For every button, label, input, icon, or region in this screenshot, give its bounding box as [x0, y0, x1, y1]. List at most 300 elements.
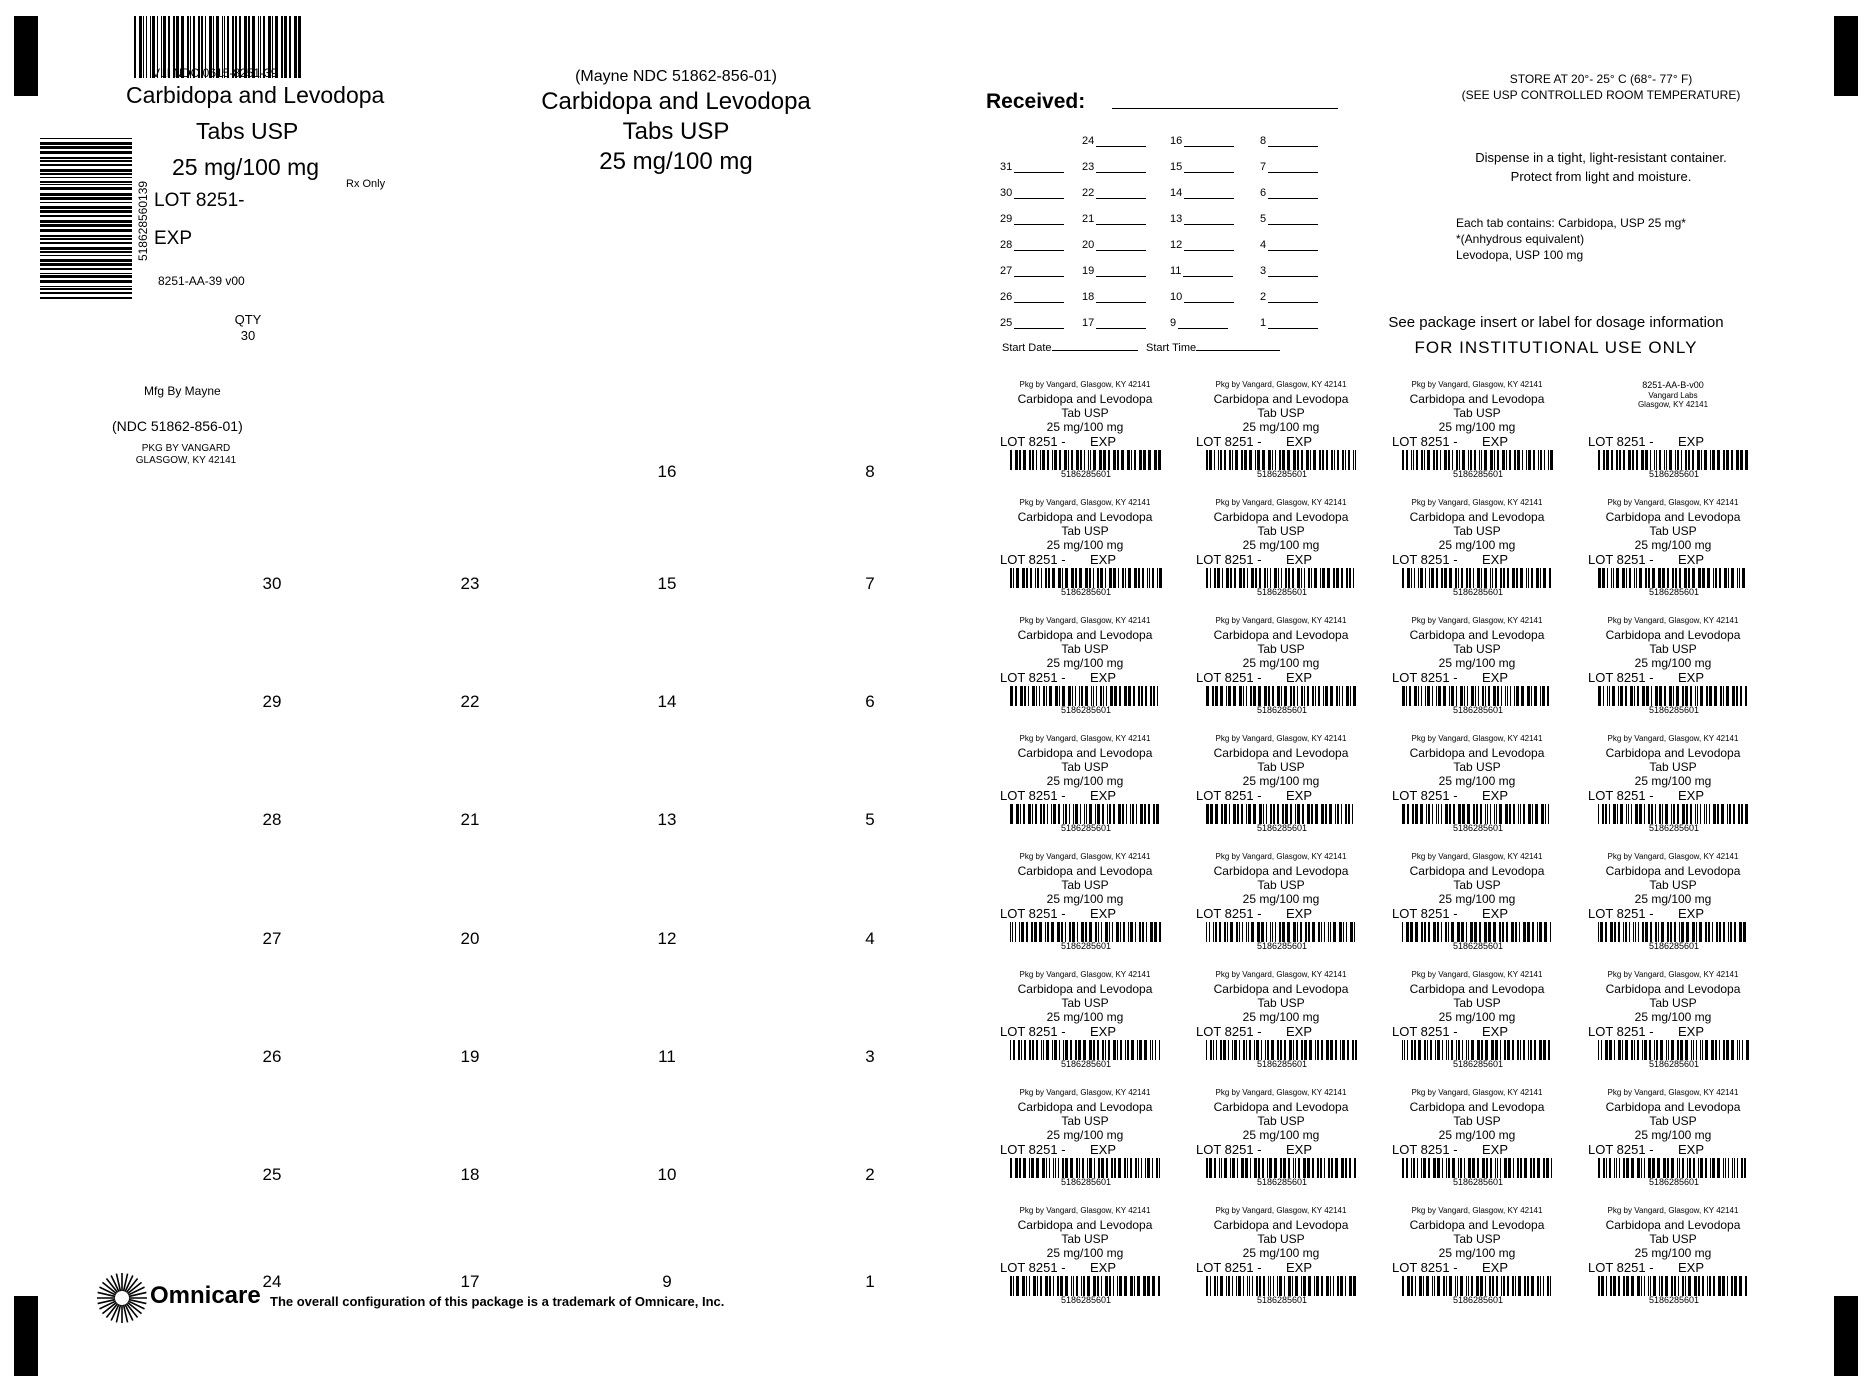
tracking-slot[interactable]: [1170, 316, 1228, 329]
tracking-slot-line[interactable]: [1014, 290, 1064, 303]
tracking-slot[interactable]: [1000, 212, 1064, 225]
tracking-slot[interactable]: [1260, 316, 1318, 329]
barcode-bar: [1032, 686, 1035, 706]
tracking-slot-line[interactable]: [1096, 290, 1146, 303]
barcode-bar: [1436, 450, 1438, 470]
tracking-slot-number: 27: [1000, 265, 1013, 277]
barcode-bar: [1490, 568, 1491, 588]
barcode-bar: [1407, 1040, 1408, 1060]
barcode-bar: [1206, 1040, 1207, 1060]
barcode-bar: [1010, 686, 1013, 706]
tracking-slot-line[interactable]: [1268, 186, 1318, 199]
barcode-bar: [1234, 1040, 1237, 1060]
tracking-slot-line[interactable]: [1096, 238, 1146, 251]
start-date-label: Start Date: [1002, 340, 1138, 354]
barcode-bar: [1287, 922, 1290, 942]
barcode-bar: [1053, 1276, 1054, 1296]
tracking-slot[interactable]: [1000, 238, 1064, 251]
barcode-bar: [1736, 450, 1739, 470]
barcode-bar: [1307, 1158, 1310, 1178]
tracking-slot-line[interactable]: [1014, 238, 1064, 251]
barcode-bar: [1214, 450, 1215, 470]
barcode-bar: [1446, 1276, 1447, 1296]
label-form: Tab USP: [1649, 878, 1697, 892]
barcode-bar: [1415, 922, 1418, 942]
barcode-bar: [1121, 450, 1124, 470]
tracking-slot[interactable]: [1170, 160, 1234, 173]
tracking-slot[interactable]: [1082, 134, 1146, 147]
barcode-bar: [1434, 1276, 1435, 1296]
calendar-day: 18: [460, 1165, 480, 1184]
label-form: Tab USP: [1453, 524, 1501, 538]
barcode-bar: [1322, 450, 1324, 470]
barcode-bar: [1614, 1040, 1615, 1060]
barcode-bar: [1666, 450, 1667, 470]
barcode-bar: [1047, 922, 1049, 942]
barcode-bar: [1130, 922, 1133, 942]
tracking-slot-line[interactable]: [1184, 290, 1234, 303]
tracking-slot[interactable]: [1170, 290, 1234, 303]
tracking-slot-line[interactable]: [1268, 238, 1318, 251]
label-form: Tab USP: [1453, 878, 1501, 892]
barcode-bar: [1548, 450, 1549, 470]
barcode-bar: [40, 164, 132, 166]
tracking-slot-line[interactable]: [1184, 160, 1234, 173]
barcode-bar: [1251, 568, 1254, 588]
barcode-bar: [1631, 1040, 1633, 1060]
label-packager: Pkg by Vangard, Glasgow, KY 42141: [1019, 616, 1151, 625]
registration-mark-bottom-left: [14, 1296, 38, 1376]
barcode-bar: [1442, 1158, 1443, 1178]
barcode-bar: [1325, 804, 1327, 824]
barcode-bar: [1623, 1158, 1625, 1178]
barcode-bar: [1665, 804, 1668, 824]
label-form: Tab USP: [1257, 642, 1305, 656]
barcode-bar: [1222, 568, 1223, 588]
tracking-slot-line[interactable]: [1096, 212, 1146, 225]
label-strength: 25 mg/100 mg: [1046, 892, 1124, 906]
barcode-bar: [1135, 922, 1136, 942]
tracking-slot[interactable]: [1082, 186, 1146, 199]
barcode-bar: [1013, 1040, 1015, 1060]
barcode-bar: [1664, 686, 1666, 706]
barcode-bar: [1721, 804, 1724, 824]
barcode-bar: [1282, 804, 1284, 824]
barcode-bar: [1645, 922, 1648, 942]
barcode-bar: [1419, 1276, 1422, 1296]
tracking-slot[interactable]: [1000, 186, 1064, 199]
barcode-bar: [1114, 686, 1117, 706]
tracking-slot[interactable]: [1082, 316, 1146, 329]
unit-dose-label: [1588, 380, 1758, 495]
tracking-slot-line[interactable]: [1096, 316, 1146, 329]
barcode-bar: [1468, 450, 1469, 470]
barcode-bar: [1630, 686, 1633, 706]
barcode-bar: [1153, 804, 1155, 824]
label-form: Tab USP: [1453, 1232, 1501, 1246]
tracking-slot[interactable]: [1260, 186, 1318, 199]
barcode-bar: [1339, 686, 1340, 706]
barcode-bar: [1480, 804, 1482, 824]
barcode-bar: [1353, 1276, 1356, 1296]
barcode-bar: [1504, 1158, 1507, 1178]
barcode-bar: [1402, 568, 1404, 588]
barcode-bar: [1471, 686, 1474, 706]
barcode-bar: [1728, 568, 1729, 588]
barcode-bar: [40, 169, 132, 172]
tracking-slot-number: 26: [1000, 291, 1013, 303]
barcode-bar: [1301, 686, 1303, 706]
barcode-bar: [1723, 686, 1724, 706]
barcode-bar: [1062, 686, 1065, 706]
barcode-bar: [1452, 1158, 1455, 1178]
barcode-bar: [1677, 450, 1679, 470]
tracking-slot[interactable]: [1082, 160, 1146, 173]
tracking-slot-line[interactable]: [1096, 134, 1146, 147]
tracking-slot[interactable]: [1082, 290, 1146, 303]
tracking-slot-line[interactable]: [1014, 186, 1064, 199]
barcode-bar: [1312, 922, 1315, 942]
barcode-bar: [1305, 922, 1307, 942]
barcode-bar: [1138, 568, 1140, 588]
tracking-slot-line[interactable]: [1183, 264, 1233, 277]
label-exp: EXP: [1482, 552, 1509, 567]
barcode-bar: [1259, 568, 1261, 588]
barcode-bar: [1539, 1040, 1542, 1060]
label-form: Tab USP: [1649, 996, 1697, 1010]
barcode-bar: [1101, 1158, 1104, 1178]
barcode-bar: [1513, 804, 1515, 824]
unit-dose-label: [1000, 616, 1170, 731]
tracking-slot[interactable]: [1082, 212, 1146, 225]
tracking-slot[interactable]: [1000, 316, 1064, 329]
tracking-slot[interactable]: [1000, 264, 1064, 277]
tracking-slot[interactable]: [1170, 212, 1234, 225]
barcode-bar: [1644, 804, 1645, 824]
label-form: Tab USP: [1061, 642, 1109, 656]
barcode-bar: [1084, 450, 1085, 470]
barcode-bar: [1264, 686, 1267, 706]
barcode-bar: [1648, 1276, 1649, 1296]
barcode-bar: [1696, 922, 1697, 942]
barcode-bar: [1135, 1158, 1137, 1178]
barcode-bar: [1032, 1040, 1034, 1060]
mfg-by: Mfg By Mayne: [144, 384, 221, 398]
barcode-bar: [1726, 1040, 1729, 1060]
barcode-bar: [1106, 686, 1107, 706]
barcode-bar: [146, 16, 147, 78]
barcode-bar: [1669, 686, 1672, 706]
barcode-bar: [1297, 568, 1300, 588]
label-lot: LOT 8251 -: [1000, 1142, 1066, 1157]
tracking-slot-line[interactable]: [1014, 316, 1064, 329]
tracking-slot-line[interactable]: [1268, 212, 1318, 225]
tracking-slot[interactable]: [1260, 290, 1318, 303]
unit-dose-label: [1588, 498, 1758, 613]
barcode-bar: [1035, 804, 1037, 824]
label-barcode-number: 5186285601: [1060, 1295, 1112, 1305]
barcode-bar: [1010, 1158, 1012, 1178]
barcode-bar: [1611, 450, 1613, 470]
barcode-bar: [1126, 804, 1127, 824]
barcode-bar: [1132, 804, 1134, 824]
barcode-bar: [1139, 450, 1142, 470]
barcode-bar: [1690, 686, 1692, 706]
label-lot: LOT 8251 -: [1000, 1260, 1066, 1275]
barcode-bar: [1536, 568, 1539, 588]
barcode-bar: [1324, 922, 1325, 942]
barcode-bar: [1144, 804, 1146, 824]
barcode-bar: [1335, 1040, 1337, 1060]
barcode-bar: [40, 268, 132, 270]
barcode-bar: [1598, 1040, 1599, 1060]
tracking-slot[interactable]: [1082, 264, 1146, 277]
barcode-bar: [1096, 686, 1097, 706]
tracking-slot[interactable]: [1170, 186, 1234, 199]
barcode-bar: [1136, 804, 1137, 824]
barcode-bar: [1235, 450, 1238, 470]
barcode-bar: [1237, 1158, 1238, 1178]
barcode-bar: [1714, 686, 1717, 706]
barcode-bar: [1293, 686, 1295, 706]
tracking-slot[interactable]: [1260, 212, 1318, 225]
barcode-bar: [1228, 686, 1231, 706]
barcode-bar: [1315, 1040, 1316, 1060]
barcode-bar: [1603, 1158, 1605, 1178]
barcode-bar: [40, 210, 132, 213]
barcode-bar: [1209, 1158, 1212, 1178]
barcode-bar: [1648, 804, 1650, 824]
received-line[interactable]: [1112, 108, 1338, 109]
tracking-slot-line[interactable]: [1268, 160, 1318, 173]
barcode-bar: [1270, 922, 1271, 942]
qty-label: QTY: [234, 312, 262, 327]
barcode-bar: [1236, 1276, 1237, 1296]
barcode-bar: [1304, 568, 1305, 588]
barcode-bar: [1147, 1276, 1150, 1296]
label-drug-name: Carbidopa and Levodopa: [1605, 746, 1741, 760]
tracking-slot-line[interactable]: [1014, 212, 1064, 225]
barcode-bar: [1423, 1158, 1426, 1178]
label-barcode-number: 5186285601: [1256, 1059, 1308, 1069]
barcode-bar: [1343, 922, 1344, 942]
barcode-bar: [1537, 1158, 1540, 1178]
label-barcode: [1010, 804, 1162, 824]
barcode-bar: [1036, 1040, 1038, 1060]
barcode-bar: [1248, 804, 1251, 824]
barcode-bar: [1321, 1040, 1323, 1060]
tracking-slot[interactable]: [1082, 238, 1146, 251]
barcode-bar: [1124, 1158, 1126, 1178]
barcode-bar: [1671, 1276, 1673, 1296]
tracking-slot-number: 15: [1170, 161, 1183, 173]
tracking-slot-line[interactable]: [1268, 134, 1318, 147]
barcode-bar: [1024, 686, 1026, 706]
tracking-slot[interactable]: [1170, 134, 1234, 147]
barcode-bar: [1157, 686, 1158, 706]
barcode-bar: [1550, 1276, 1551, 1296]
barcode-bar: [1247, 568, 1248, 588]
barcode-bar: [1080, 450, 1082, 470]
barcode-bar: [1609, 1158, 1611, 1178]
barcode-bar: [1468, 1276, 1469, 1296]
barcode-bar: [1226, 568, 1229, 588]
barcode-bar: [1083, 1276, 1085, 1296]
barcode-bar: [40, 202, 132, 203]
barcode-bar: [1206, 450, 1208, 470]
tracking-slot-line[interactable]: [1268, 316, 1318, 329]
tracking-slot-line[interactable]: [1268, 264, 1318, 277]
barcode-bar: [1113, 1276, 1114, 1296]
unit-dose-label: [1392, 852, 1562, 967]
tracking-slot-line[interactable]: [1014, 160, 1064, 173]
barcode-bar: [1642, 686, 1645, 706]
tracking-slot-line[interactable]: [1184, 134, 1234, 147]
label-strength: 25 mg/100 mg: [1438, 1128, 1516, 1142]
barcode-bar: [1444, 450, 1447, 470]
barcode-bar: [1635, 922, 1636, 942]
label-drug-name: Carbidopa and Levodopa: [1017, 628, 1153, 642]
tracking-slot-line[interactable]: [1268, 290, 1318, 303]
barcode-bar: [1544, 922, 1547, 942]
barcode-bar: [1065, 1276, 1068, 1296]
barcode-bar: [1713, 1276, 1715, 1296]
barcode-bar: [1486, 1158, 1488, 1178]
barcode-bar: [1508, 1158, 1511, 1178]
barcode-bar: [1026, 922, 1028, 942]
barcode-bar: [1648, 568, 1650, 588]
barcode-bar: [1138, 1158, 1139, 1178]
tracking-slot-line[interactable]: [1096, 186, 1146, 199]
barcode-bar: [1346, 568, 1348, 588]
barcode-bar: [1239, 568, 1242, 588]
barcode-bar: [1023, 804, 1025, 824]
barcode-bar: [1239, 922, 1240, 942]
tracking-slot[interactable]: [1000, 290, 1064, 303]
barcode-bar: [40, 297, 132, 299]
label-lot: LOT 8251 -: [1000, 552, 1066, 567]
barcode-bar: [1282, 922, 1285, 942]
tracking-slot-line[interactable]: [1184, 238, 1234, 251]
barcode-bar: [1658, 568, 1661, 588]
barcode-bar: [1516, 686, 1519, 706]
barcode-bar: [1013, 1276, 1014, 1296]
barcode-bar: [1068, 686, 1071, 706]
barcode-bar: [1479, 450, 1480, 470]
barcode-bar: [1546, 1158, 1549, 1178]
barcode-bar: [1629, 922, 1630, 942]
label-strength: 25 mg/100 mg: [1634, 1010, 1712, 1024]
barcode-bar: [1728, 922, 1729, 942]
tracking-slot[interactable]: [1260, 264, 1318, 277]
tracking-slot[interactable]: [1170, 238, 1234, 251]
tracking-slot[interactable]: [1260, 160, 1318, 173]
label-lot: LOT 8251 -: [1196, 552, 1262, 567]
tracking-slot[interactable]: [1260, 134, 1318, 147]
barcode-bar: [1681, 922, 1684, 942]
barcode-bar: [1445, 804, 1448, 824]
tracking-slot-line[interactable]: [1096, 264, 1146, 277]
barcode-bar: [1084, 804, 1085, 824]
tracking-slot-line[interactable]: [1096, 160, 1146, 173]
barcode-bar: [40, 280, 132, 283]
barcode-bar: [1297, 686, 1298, 706]
barcode-bar: [1088, 450, 1089, 470]
barcode-bar: [1512, 568, 1515, 588]
barcode-bar: [1535, 804, 1538, 824]
barcode-bar: [1712, 1158, 1715, 1178]
barcode-bar: [1266, 804, 1267, 824]
barcode-bar: [1016, 1276, 1019, 1296]
barcode-bar: [1149, 568, 1150, 588]
barcode-bar: [1499, 804, 1502, 824]
tracking-slot-line[interactable]: [1014, 264, 1064, 277]
barcode-bar: [1041, 568, 1042, 588]
label-strength: 25 mg/100 mg: [1438, 656, 1516, 670]
barcode-bar: [1697, 686, 1698, 706]
barcode-bar: [1089, 1158, 1092, 1178]
barcode-bar: [1533, 450, 1535, 470]
tracking-slot[interactable]: [1000, 160, 1064, 173]
barcode-bar: [1288, 568, 1290, 588]
tracking-slot[interactable]: [1170, 264, 1233, 277]
barcode-bar: [1318, 922, 1320, 942]
barcode-bar: [1341, 568, 1343, 588]
barcode-bar: [1545, 804, 1546, 824]
barcode-bar: [1673, 804, 1675, 824]
calendar-day: 6: [865, 692, 875, 711]
barcode-bar: [1328, 1158, 1330, 1178]
barcode-bar: [1662, 804, 1663, 824]
barcode-bar: [1335, 1158, 1338, 1178]
barcode-bar: [1618, 1040, 1621, 1060]
tracking-slot-number: 4: [1260, 239, 1267, 251]
label-packager: Pkg by Vangard, Glasgow, KY 42141: [1411, 616, 1543, 625]
barcode-bar: [1679, 1158, 1680, 1178]
tracking-slot-line[interactable]: [1178, 316, 1228, 329]
barcode-bar: [1606, 1276, 1607, 1296]
label-barcode-number: 5186285601: [1452, 1177, 1504, 1187]
label-barcode-number: 5186285601: [1256, 1295, 1308, 1305]
tracking-slot[interactable]: [1260, 238, 1318, 251]
barcode-bar: [1029, 450, 1031, 470]
barcode-bar: [1726, 450, 1729, 470]
barcode-bar: [1016, 804, 1019, 824]
barcode-bar: [1601, 1276, 1604, 1296]
barcode-bar: [1687, 1158, 1688, 1178]
barcode-bar: [1511, 922, 1514, 942]
barcode-bar: [1232, 450, 1233, 470]
barcode-bar: [1043, 1040, 1044, 1060]
label-drug-name: Carbidopa and Levodopa: [1409, 746, 1545, 760]
label-form: Tab USP: [1453, 1114, 1501, 1128]
unit-dose-label: [1196, 734, 1366, 849]
barcode-bar: [1411, 1276, 1413, 1296]
label-lot: LOT 8251 -: [1588, 670, 1654, 685]
barcode-bar: [1598, 922, 1599, 942]
barcode-bar: [1738, 804, 1740, 824]
label-form: Tab USP: [1649, 1232, 1697, 1246]
barcode-bar: [1598, 1276, 1600, 1296]
barcode-bar: [1493, 922, 1496, 942]
tracking-slot-line[interactable]: [1184, 212, 1234, 225]
barcode-bar: [1438, 686, 1441, 706]
label-exp: EXP: [1090, 788, 1117, 803]
label-drug-name: Carbidopa and Levodopa: [1213, 864, 1349, 878]
tracking-slot-line[interactable]: [1184, 186, 1234, 199]
barcode-bar: [1062, 568, 1063, 588]
barcode-bar: [281, 16, 283, 78]
